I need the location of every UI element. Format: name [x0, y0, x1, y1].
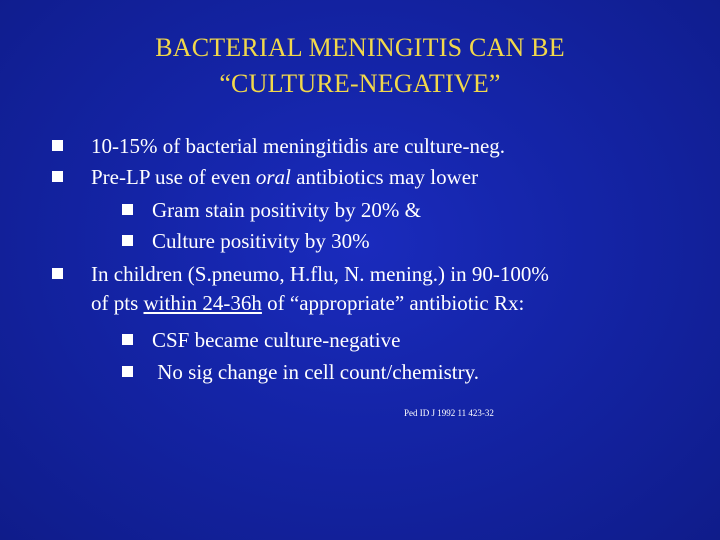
title-line-2: “CULTURE-NEGATIVE” — [219, 69, 501, 98]
bullet-3-line-2-pre: of pts — [91, 291, 144, 315]
title-line-1: BACTERIAL MENINGITIS CAN BE — [155, 33, 565, 62]
bullet-3-sub-1: CSF became culture-negative — [152, 328, 401, 352]
sub-bullet-square-icon — [122, 204, 133, 215]
bullet-2-text — [91, 164, 478, 190]
bullet-2-text-post: antibiotics may lower — [290, 165, 479, 189]
bullet-3-line-2 — [91, 290, 524, 316]
bullet-square-icon — [52, 140, 63, 151]
bullet-square-icon — [52, 268, 63, 279]
bullet-2-text-pre: Pre-LP use of even — [91, 165, 256, 189]
sub-bullet-square-icon — [122, 235, 133, 246]
sub-bullet-square-icon — [122, 366, 133, 377]
bullet-3-line-1: In children (S.pneumo, H.flu, N. mening.) in 90-100% — [91, 262, 549, 286]
bullet-2-text-italic: oral — [255, 165, 291, 189]
bullet-2-sub-1: Gram stain positivity by 20% & — [152, 198, 421, 222]
bullet-3-line-2-underline: within 24-36h — [143, 291, 262, 315]
citation: Ped ID J 1992 11 423-32 — [404, 408, 494, 418]
bullet-3-sub-2: No sig change in cell count/chemistry. — [152, 360, 479, 384]
bullet-1-text: 10-15% of bacterial meningitidis are culture-neg. — [91, 134, 506, 158]
sub-bullet-square-icon — [122, 334, 133, 345]
bullet-3-line-2-post: of “appropriate” antibiotic Rx: — [261, 291, 525, 315]
bullet-2-sub-2: Culture positivity by 30% — [152, 229, 370, 253]
bullet-square-icon — [52, 171, 63, 182]
